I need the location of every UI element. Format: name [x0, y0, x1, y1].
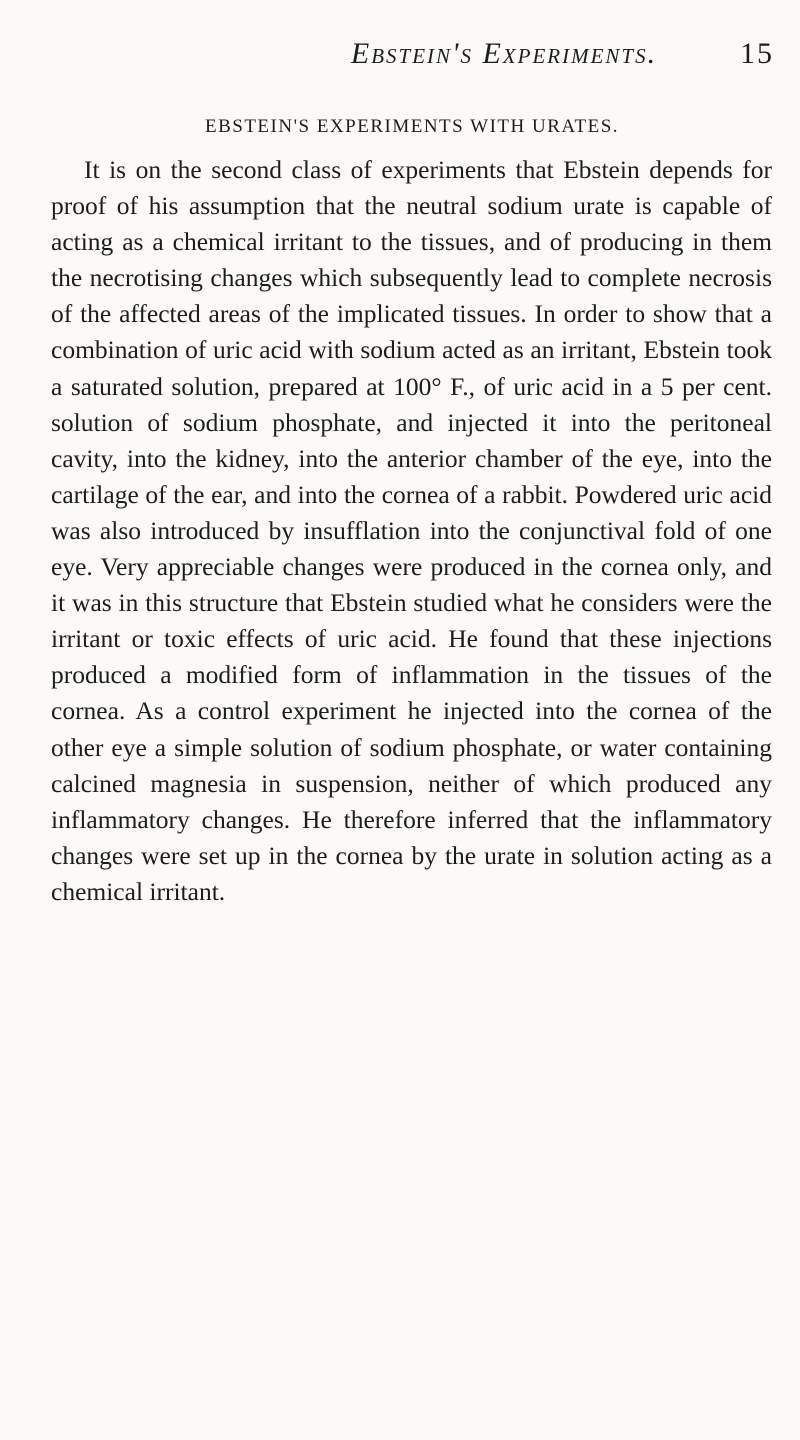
section-heading: EBSTEIN'S EXPERIMENTS WITH URATES. [204, 116, 620, 137]
page-number: 15 [740, 37, 774, 70]
body-text [51, 152, 772, 910]
running-title-text: Ebstein's Experiments. [350, 37, 658, 70]
paragraph: It is on the second class of experiments that Ebstein depends for proof of his assumption that the neutral sodium urate is capable of acting as a chemical irritant to the tissues, and of producing in them the necrotising changes which subsequently lead to complete necrosis of the affected areas of the implicated tissues. In order to show that a combination of uric acid with sodium acted as an irritant, Ebstein took a saturated solution, prepared at 100° F., of uric acid in a 5 per cent. solution of sodium phosphate, and injected it into the peritoneal cavity, into the kidney, into the anterior chamber of the eye, into the cartilage of the ear, and into the cornea of a rabbit. Powdered uric acid was also introduced by insufflation into the conjunctival fold of one eye. Very appreciable changes were produced in the cornea only, and it was in this structure that Ebstein studied what he considers were the irritant or toxic effects of uric acid. He found that these injections produced a modified form of inflammation in the tissues of the cornea. As a control experiment he injected into the cornea of the other eye a simple solution of sodium phosphate, or water containing calcined magnesia in suspension, neither of which produced any inflammatory changes. He therefore inferred that the inflammatory changes were set up in the cornea by the urate in solution acting as a chemical irritant. [51, 155, 772, 906]
running-title [50, 34, 774, 74]
running-head [50, 34, 774, 80]
